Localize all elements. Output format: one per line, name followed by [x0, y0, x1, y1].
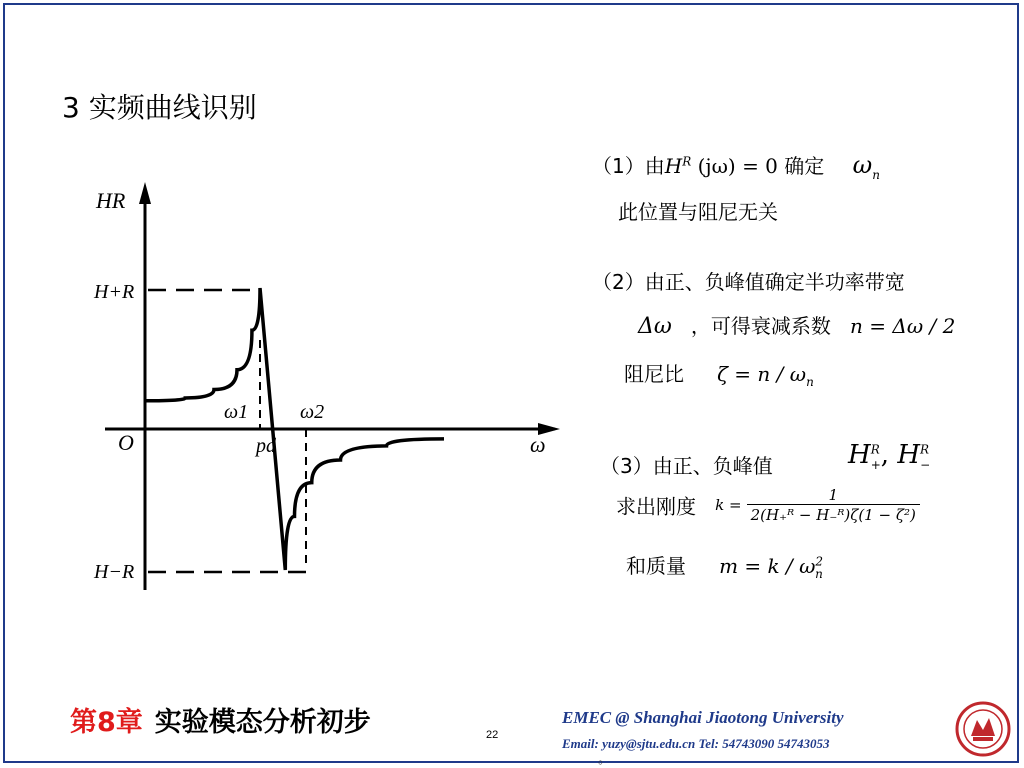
damping-eq: $\zeta = n / \omega_n$ [717, 362, 814, 389]
x-axis-label: ω [530, 432, 546, 457]
item1-verb: 确定 [777, 154, 825, 178]
omega1-label: ω1 [224, 401, 249, 423]
k-lhs: k = [715, 496, 742, 514]
university-logo-icon [955, 700, 1011, 758]
y-axis-label: HR [96, 188, 126, 213]
item1-line2: 此位置与阻尼无关 [618, 200, 778, 224]
item3-line3 [626, 550, 823, 581]
item2-line2 [638, 310, 955, 339]
item2-line3 [624, 358, 814, 389]
omega2-label: ω2 [300, 401, 325, 423]
mass-label: 和质量 [626, 554, 686, 578]
pd-label: pd [256, 435, 276, 457]
stiffness-fraction: $\frac{1}{\text{2(H₊ᴿ − H₋ᴿ)ζ(1 − ζ²)}}$ [747, 486, 920, 524]
real-frequency-chart [90, 180, 560, 600]
mass-eq: $m = k / \omega^2_n$ [719, 554, 824, 581]
page-number: 22 [486, 729, 499, 741]
item3-line1: （3）由正、负峰值 [600, 454, 773, 478]
origin-label: O [118, 430, 134, 455]
item1-prefix: （1）由 [592, 154, 665, 178]
chapter-title: 实验模态分析初步 [154, 707, 371, 738]
organization: EMEC @ Shanghai Jiaotong University [562, 708, 844, 727]
damping-label: 阻尼比 [624, 362, 684, 386]
item3-line2 [616, 486, 920, 524]
item2-mid: ，可得衰减系数 [690, 314, 831, 338]
h-plus-label: H+R [94, 281, 135, 303]
footer-chapter [70, 700, 371, 739]
item1-omega-n: $\omega_n$ [852, 151, 880, 182]
item2-line1: （2）由正、负峰值确定半功率带宽 [592, 270, 905, 294]
chapter-number: 第8章 [70, 707, 143, 738]
contact-info: Email: yuzy@sjtu.edu.cn Tel: 54743090 54743053 [562, 736, 830, 751]
h-plus-minus: $H^R_+$, $H^R_-$ [848, 440, 931, 473]
stiffness-label: 求出刚度 [616, 494, 696, 519]
y-axis-arrow [139, 182, 151, 204]
item2-eq: n = Δω / 2 [850, 314, 956, 338]
delta-omega: Δω [638, 314, 672, 339]
item1-h: $H^R$ (jω) = 0 [664, 154, 778, 178]
h-minus-label: H−R [94, 561, 135, 583]
footer-dot: 。 [598, 752, 612, 767]
item1-line1 [592, 150, 880, 182]
slide-title: 3 实频曲线识别 [62, 91, 257, 124]
